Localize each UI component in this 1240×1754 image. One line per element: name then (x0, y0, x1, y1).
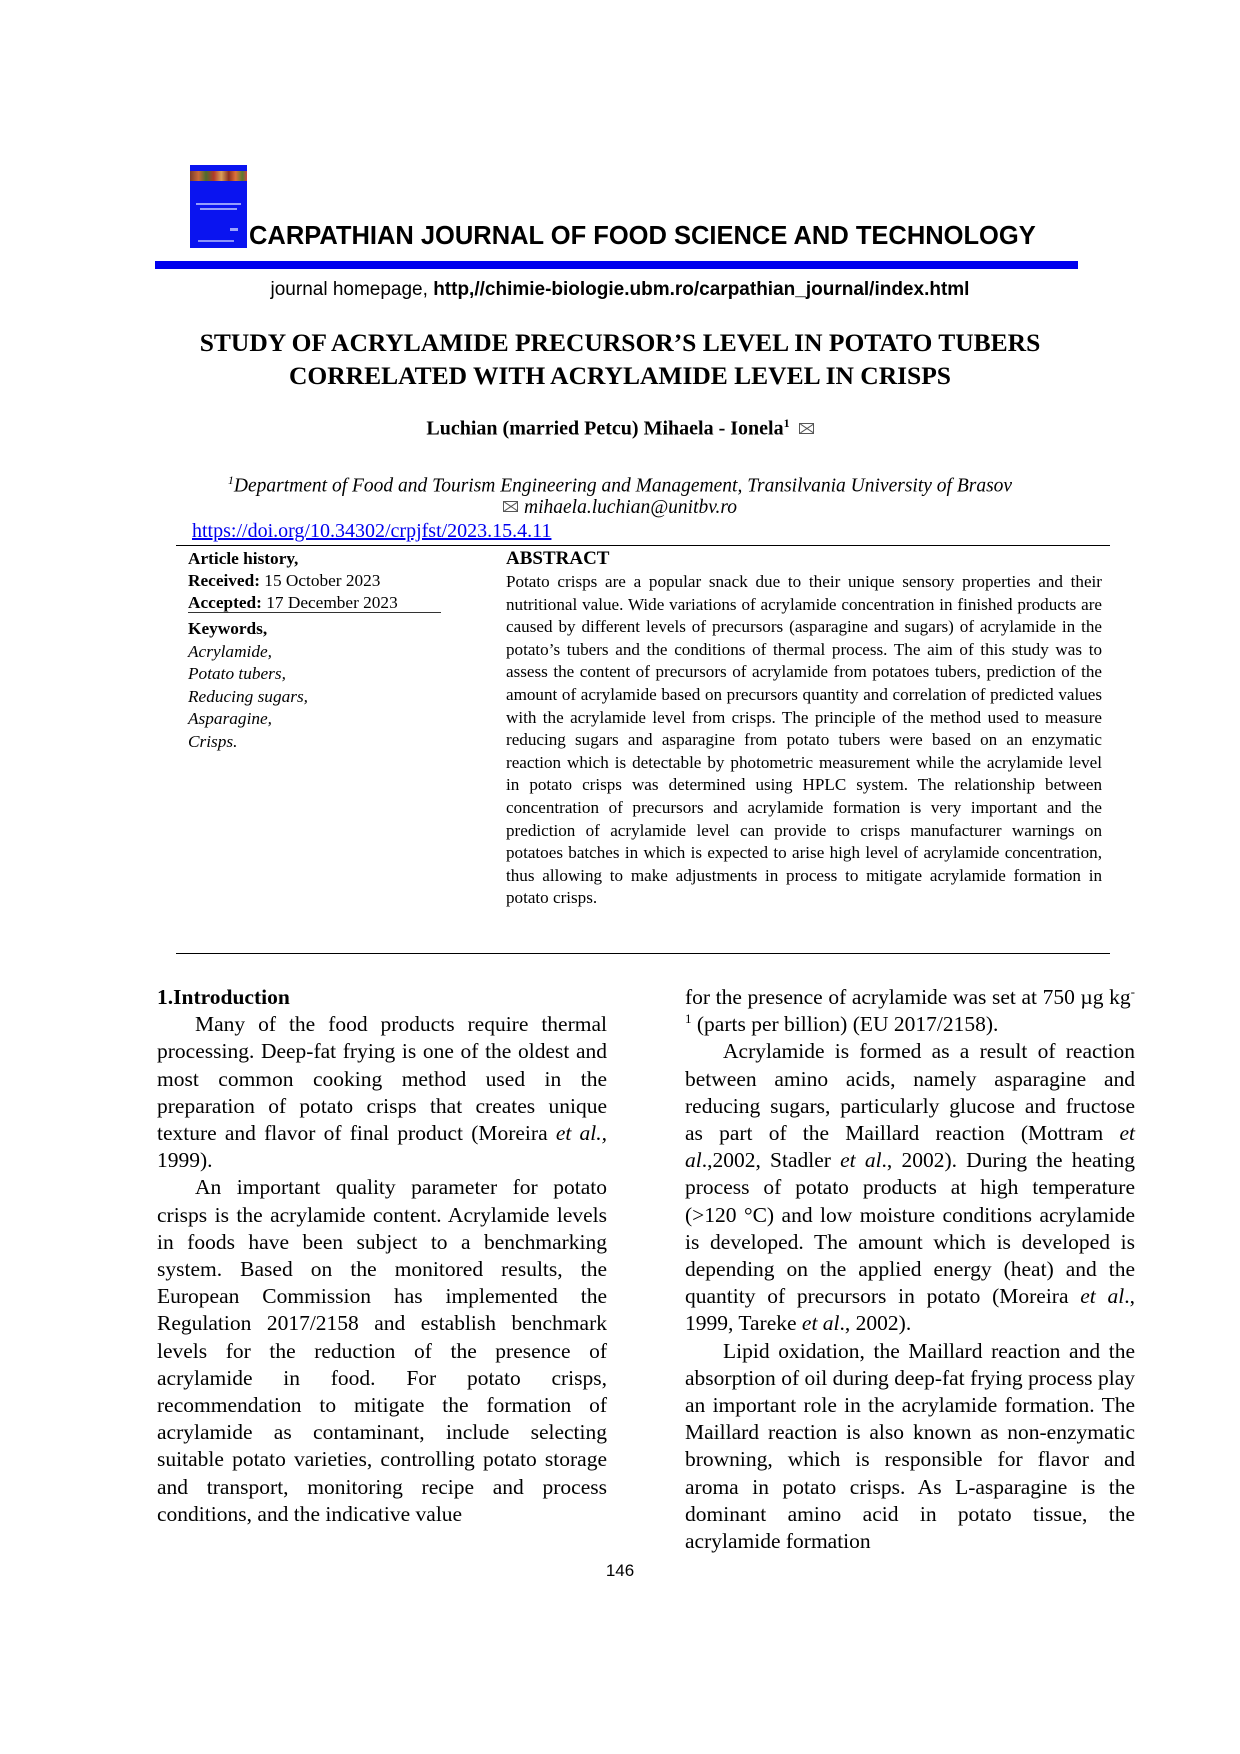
history-divider (188, 612, 441, 613)
body-column-left (157, 984, 607, 1528)
body-paragraph: An important quality parameter for potato crisps is the acrylamide content. Acrylamide levels in foods have been subject to a benchmarking system. Based on the monitored results, the European Commission has implemented the Regulation 2017/2158 and establish benchmark levels for the reduction of the presence of acrylamide in food. For potato crisps, recommendation to mitigate the formation of acrylamide as contaminant, include selecting suitable potato varieties, controlling potato storage and transport, monitoring recipe and process conditions, and the indicative value (157, 1175, 607, 1526)
accepted-date: 17 December 2023 (266, 593, 398, 612)
info-table-top-rule (176, 545, 1110, 546)
section-heading-introduction: 1.Introduction (157, 985, 290, 1009)
envelope-icon[interactable] (799, 423, 814, 434)
keyword-item: Acrylamide, (188, 641, 272, 661)
homepage-label: journal homepage, (270, 279, 434, 300)
paper-title-line-2: CORRELATED WITH ACRYLAMIDE LEVEL IN CRISPS (288, 361, 951, 390)
body-column-right (685, 984, 1135, 1555)
keyword-item: Potato tubers, (188, 664, 286, 683)
email-link[interactable]: mihaela.luchian@unitbv.ro (524, 497, 737, 518)
envelope-icon (503, 501, 518, 512)
affiliation-text: Department of Food and Tourism Engineering and Management, Transilvania University of Brasov (233, 475, 1013, 497)
header-divider (155, 261, 1078, 269)
page-number: 146 (605, 1561, 635, 1580)
keyword-item: Reducing sugars, (188, 686, 308, 706)
homepage-link[interactable]: http,//chimie-biologie.ubm.ro/carpathian_journal/index.html (433, 279, 970, 300)
info-table-bottom-rule (176, 953, 1110, 954)
history-heading: Article history, (188, 549, 299, 568)
keywords-heading: Keywords, (188, 619, 268, 638)
affiliation-mark: 1 (227, 473, 234, 487)
keyword-item: Asparagine, (188, 709, 273, 728)
author-line (0, 416, 1240, 441)
received-label: Received: (188, 571, 260, 590)
body-paragraph: for the presence of acrylamide was set at 750 µg $kg^{-1}$ (parts per billion) (EU 2017/2158). (685, 983, 1135, 1037)
body-paragraph: Lipid oxidation, the Maillard reaction and the absorption of oil during deep-fat frying process play an important role in the acrylamide formation. The Maillard reaction is also known as non-enzymatic browning, which is responsible for flavor and aroma in potato crisps. As L-asparagine is the dominant amino acid in potato tissue, the acrylamide formation (685, 1338, 1135, 1554)
author-affiliation-mark: 1 (783, 416, 790, 430)
journal-homepage (0, 279, 1240, 301)
journal-title: CARPATHIAN JOURNAL OF FOOD SCIENCE AND TECHNOLOGY (249, 222, 1036, 250)
paper-title-line-1: STUDY OF ACRYLAMIDE PRECURSOR’S LEVEL IN POTATO TUBERS (199, 328, 1041, 357)
body-paragraph: Acrylamide is formed as a result of reaction between amino acids, namely asparagine and reducing sugars, particularly glucose and fructose as part of the Maillard reaction (Mottram et al.,2002, Stadler et al., 2002). During the heating process of potato products at high temperature (>120 °C) and low moisture conditions acrylamide is developed. The amount which is developed is depending on the applied energy (heat) and the quantity of precursors in potato (Moreira et al., 1999, Tareke et al., 2002). (685, 1039, 1135, 1336)
received-date: 15 October 2023 (264, 571, 381, 590)
body-paragraph: Many of the food products require thermal processing. Deep-fat frying is one of the oldest and most common cooking method used in the preparation of potato crisps that creates unique texture and flavor of final product (Moreira et al., 1999). (157, 1012, 607, 1173)
paper-title (150, 326, 1090, 392)
abstract-heading: ABSTRACT (506, 548, 610, 569)
corresponding-email (0, 497, 1240, 519)
doi-link[interactable]: https://doi.org/10.34302/crpjfst/2023.15.4.11 (192, 520, 552, 542)
accepted-label: Accepted: (188, 593, 262, 612)
abstract-text: Potato crisps are a popular snack due to their unique sensory properties and their nutritional value. Wide variations of acrylamide concentration in finished products are caused by different levels of precursors (asparagine and sugars) of acrylamide in the potato’s tubers and the conditions of thermal process. The aim of this study was to assess the content of precursors of acrylamide from potatoes tubers, prediction of the amount of acrylamide based on precursors quantity and correlation of predicted values with the acrylamide level from crisps. The principle of the method used to measure reducing sugars and asparagine from potato tubers were based on an enzymatic reaction which is detectable by photometric measurement while the acrylamide level in potato crisps was determined using HPLC system. The relationship between concentration of precursors and acrylamide formation is very important and the prediction of acrylamide level can provide to crisps manufacturer warnings on potatoes batches in which is expected to arise high level of acrylamide concentration, thus allowing to make adjustments in process to mitigate acrylamide formation in potato crisps. (506, 572, 1102, 908)
affiliation (0, 473, 1240, 498)
keyword-item: Crisps. (188, 731, 238, 751)
article-history (188, 548, 398, 614)
author-name: Luchian (married Petcu) Mihaela - Ionela (426, 417, 784, 440)
journal-cover-icon (190, 165, 247, 248)
keywords (188, 618, 308, 753)
cover-photo-strip (190, 171, 247, 181)
